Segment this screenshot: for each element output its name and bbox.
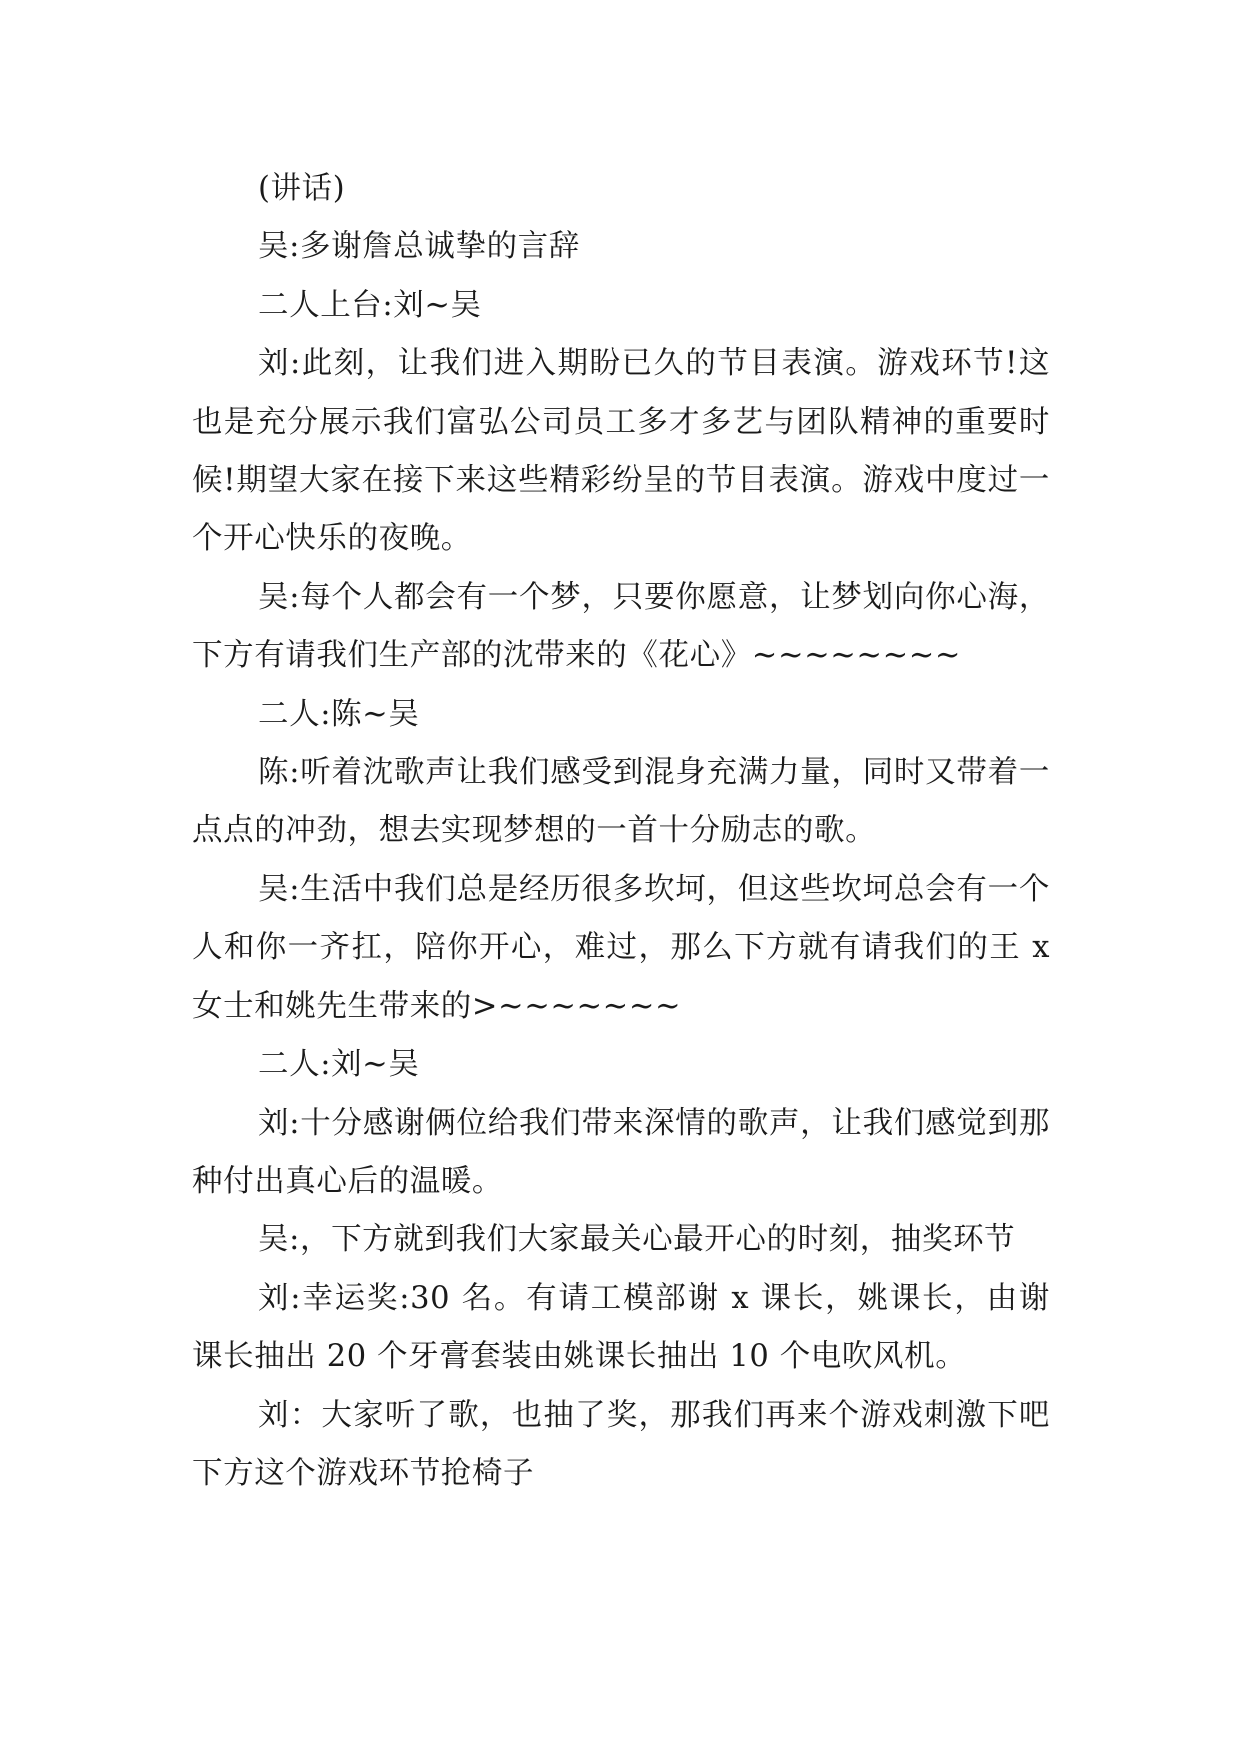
document-body [192,160,1050,1503]
paragraph: 刘：大家听了歌，也抽了奖，那我们再来个游戏刺激下吧下方这个游戏环节抢椅子 [192,1397,1050,1491]
paragraph: (讲话) [258,171,346,206]
paragraph: 刘:十分感谢俩位给我们带来深情的歌声，让我们感觉到那种付出真心后的温暖。 [192,1105,1050,1199]
paragraph: 陈:听着沈歌声让我们感受到混身充满力量，同时又带着一点点的冲劲，想去实现梦想的一首十分励志的歌。 [192,755,1050,849]
paragraph: 刘:幸运奖:30 名。有请工模部谢 x 课长，姚课长，由谢课长抽出 20 个牙膏套装由姚课长抽出 10 个电吹风机。 [192,1280,1050,1375]
paragraph: 吴:生活中我们总是经历很多坎坷，但这些坎坷总会有一个人和你一齐扛，陪你开心，难过，那么下方就有请我们的王 x 女士和姚先生带来的>~~~~~~~ [192,871,1050,1024]
paragraph: 二人:陈~吴 [258,696,420,732]
paragraph: 二人:刘~吴 [258,1047,420,1083]
paragraph: 刘:此刻，让我们进入期盼已久的节目表演。游戏环节!这也是充分展示我们富弘公司员工多才多艺与团队精神的重要时候!期望大家在接下来这些精彩纷呈的节目表演。游戏中度过一个开心快乐的夜晚。 [192,346,1050,557]
paragraph: 吴:，下方就到我们大家最关心最开心的时刻，抽奖环节 [258,1222,1016,1258]
paragraph: 吴:多谢詹总诚挚的言辞 [258,229,580,265]
paragraph: 二人上台:刘~吴 [258,287,482,323]
paragraph: 吴:每个人都会有一个梦，只要你愿意，让梦划向你心海，下方有请我们生产部的沈带来的《花心》~~~~~~~~ [192,579,1050,674]
